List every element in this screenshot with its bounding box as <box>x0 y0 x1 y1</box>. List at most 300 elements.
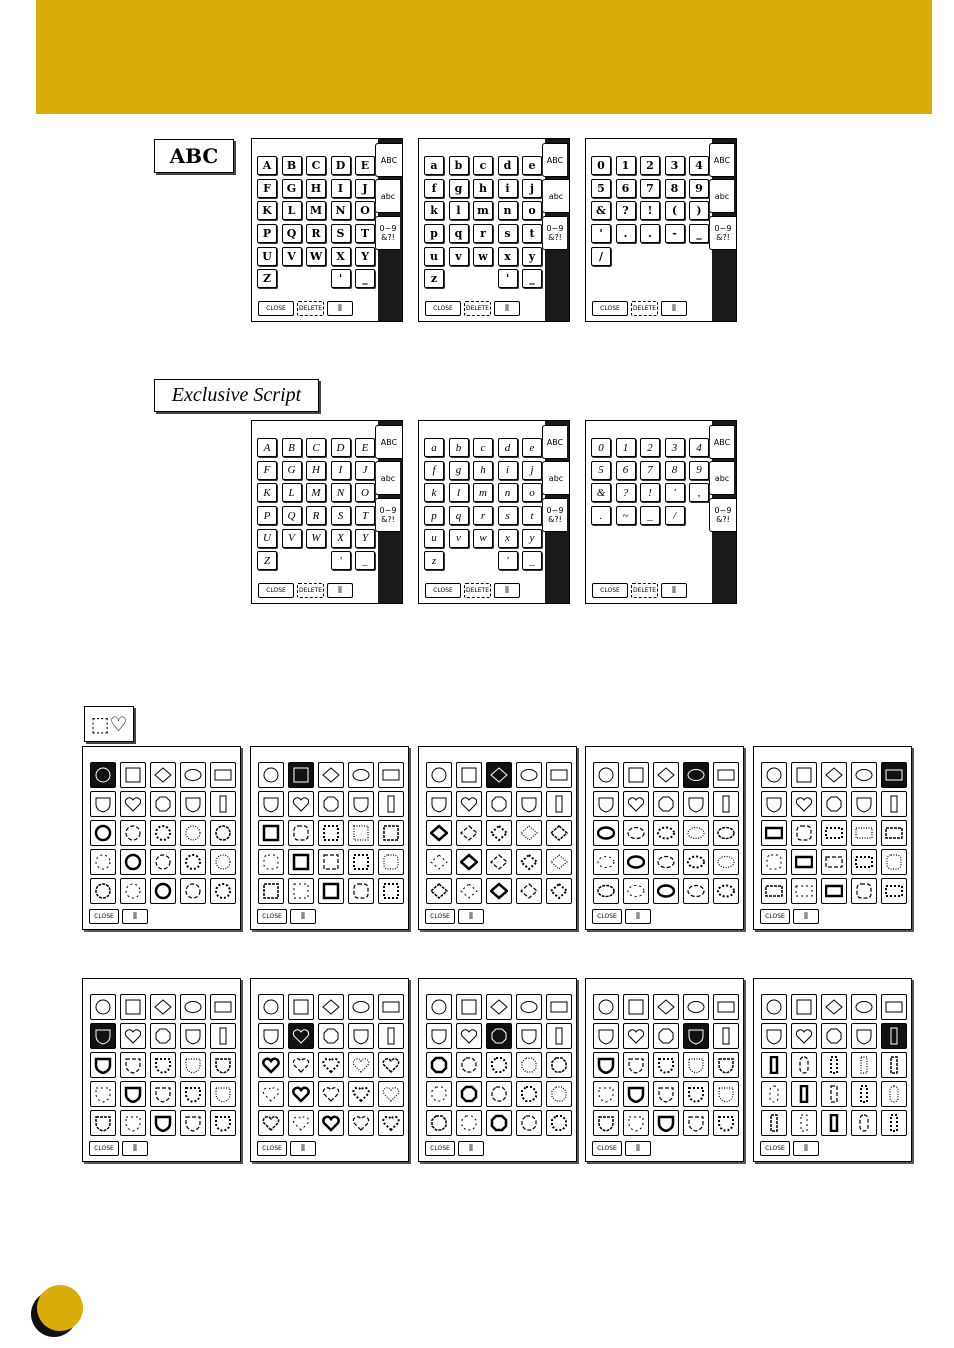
character-key[interactable]: _ <box>640 506 660 525</box>
character-key[interactable]: c <box>473 438 493 457</box>
character-key[interactable]: S <box>331 506 351 525</box>
character-key[interactable]: ~ <box>616 506 636 525</box>
octagon-frame-icon[interactable] <box>150 1023 176 1049</box>
character-key[interactable]: o <box>522 483 542 502</box>
circle-frame-icon[interactable] <box>593 762 619 788</box>
character-key[interactable]: & <box>591 201 611 220</box>
diamond-frame-icon[interactable] <box>318 994 344 1020</box>
character-key[interactable]: b <box>449 438 469 457</box>
square-frame-icon[interactable] <box>258 878 284 904</box>
character-key[interactable]: K <box>257 201 277 220</box>
oval-frame-icon[interactable] <box>653 820 679 846</box>
shield-frame-icon[interactable] <box>593 1052 619 1078</box>
octagon-frame-icon[interactable] <box>486 1110 512 1136</box>
tall-frame-icon[interactable] <box>546 791 572 817</box>
character-key[interactable]: 2 <box>640 156 660 175</box>
embroidery-icon[interactable]: ⦀ <box>494 583 520 598</box>
character-key[interactable]: & <box>591 483 611 502</box>
shield-frame-icon[interactable] <box>593 1110 619 1136</box>
octagon-frame-icon[interactable] <box>486 1081 512 1107</box>
shield-frame-icon[interactable] <box>180 1110 206 1136</box>
shield-frame-icon[interactable] <box>180 1023 206 1049</box>
octagon-frame-icon[interactable] <box>546 1081 572 1107</box>
character-key[interactable]: m <box>473 201 493 220</box>
rect-frame-icon[interactable] <box>791 849 817 875</box>
circle-frame-icon[interactable] <box>210 878 236 904</box>
close-button[interactable]: CLOSE <box>257 1141 287 1156</box>
circle-frame-icon[interactable] <box>180 820 206 846</box>
pill-frame-icon[interactable] <box>791 1052 817 1078</box>
character-key[interactable]: T <box>355 224 375 243</box>
character-key[interactable]: U <box>257 247 277 266</box>
square-frame-icon[interactable] <box>348 820 374 846</box>
character-key[interactable]: P <box>257 224 277 243</box>
pill-frame-icon[interactable] <box>881 1081 907 1107</box>
tab-numbers-symbols[interactable]: 0~9 &?! <box>375 216 400 250</box>
character-key[interactable]: / <box>591 247 611 266</box>
octagon-frame-icon[interactable] <box>318 1023 344 1049</box>
character-key[interactable]: P <box>257 506 277 525</box>
character-key[interactable]: 1 <box>616 438 636 457</box>
tall-frame-icon[interactable] <box>821 1052 847 1078</box>
character-key[interactable]: ' <box>665 483 685 502</box>
character-key[interactable]: ' <box>331 269 351 288</box>
character-key[interactable]: Y <box>355 529 375 548</box>
character-key[interactable]: 6 <box>616 461 636 480</box>
shield-frame-icon[interactable] <box>210 1110 236 1136</box>
character-key[interactable]: 5 <box>591 461 611 480</box>
shield-frame-icon[interactable] <box>90 1052 116 1078</box>
tall-frame-icon[interactable] <box>791 1081 817 1107</box>
character-key[interactable]: 8 <box>665 179 685 198</box>
character-key[interactable]: _ <box>355 551 375 570</box>
character-key[interactable]: f <box>424 179 444 198</box>
embroidery-icon[interactable]: ⦀ <box>290 1141 316 1156</box>
shield-frame-icon[interactable] <box>90 1023 116 1049</box>
diamond-frame-icon[interactable] <box>653 762 679 788</box>
character-key[interactable]: / <box>665 506 685 525</box>
character-key[interactable]: F <box>257 461 277 480</box>
rect-frame-icon[interactable] <box>761 878 787 904</box>
shield-frame-icon[interactable] <box>120 1110 146 1136</box>
character-key[interactable]: V <box>282 247 302 266</box>
close-button[interactable]: CLOSE <box>425 909 455 924</box>
delete-button[interactable]: DELETE <box>631 301 658 316</box>
shield-frame-icon[interactable] <box>180 1081 206 1107</box>
close-button[interactable]: CLOSE <box>425 583 461 598</box>
character-key[interactable]: O <box>355 201 375 220</box>
circle-frame-icon[interactable] <box>150 820 176 846</box>
shield-frame-icon[interactable] <box>210 1081 236 1107</box>
tall-frame-icon[interactable] <box>851 1081 877 1107</box>
tab-lowercase[interactable]: abc <box>542 461 569 495</box>
heart-frame-icon[interactable] <box>456 1023 482 1049</box>
character-key[interactable]: L <box>282 201 302 220</box>
tab-lowercase[interactable]: abc <box>542 179 569 213</box>
oval-frame-icon[interactable] <box>851 762 877 788</box>
circle-frame-icon[interactable] <box>210 849 236 875</box>
character-key[interactable]: d <box>498 438 518 457</box>
delete-button[interactable]: DELETE <box>631 583 658 598</box>
heart-frame-icon[interactable] <box>288 1081 314 1107</box>
character-key[interactable]: p <box>424 224 444 243</box>
octagon-frame-icon[interactable] <box>318 791 344 817</box>
character-key[interactable]: w <box>473 529 493 548</box>
shield-frame-icon[interactable] <box>516 1023 542 1049</box>
diamond-frame-icon[interactable] <box>486 878 512 904</box>
heart-frame-icon[interactable] <box>378 1110 404 1136</box>
character-key[interactable]: ' <box>591 224 611 243</box>
character-key[interactable]: 9 <box>689 179 709 198</box>
oval-frame-icon[interactable] <box>653 878 679 904</box>
heart-frame-icon[interactable] <box>288 1052 314 1078</box>
shield-frame-icon[interactable] <box>683 1023 709 1049</box>
shield-frame-icon[interactable] <box>516 791 542 817</box>
circle-frame-icon[interactable] <box>426 762 452 788</box>
circle-frame-icon[interactable] <box>180 878 206 904</box>
character-key[interactable]: . <box>616 224 636 243</box>
delete-button[interactable]: DELETE <box>464 301 491 316</box>
character-key[interactable]: Q <box>282 224 302 243</box>
circle-frame-icon[interactable] <box>210 820 236 846</box>
rsquare-frame-icon[interactable] <box>881 849 907 875</box>
octagon-frame-icon[interactable] <box>516 1052 542 1078</box>
character-key[interactable]: N <box>331 483 351 502</box>
character-key[interactable]: T <box>355 506 375 525</box>
character-key[interactable]: I <box>331 461 351 480</box>
circle-frame-icon[interactable] <box>426 994 452 1020</box>
octagon-frame-icon[interactable] <box>546 1052 572 1078</box>
square-frame-icon[interactable] <box>456 994 482 1020</box>
diamond-frame-icon[interactable] <box>318 762 344 788</box>
circle-frame-icon[interactable] <box>120 820 146 846</box>
embroidery-icon[interactable]: ⦀ <box>661 301 687 316</box>
square-frame-icon[interactable] <box>120 762 146 788</box>
square-frame-icon[interactable] <box>288 994 314 1020</box>
oval-frame-icon[interactable] <box>713 820 739 846</box>
character-key[interactable]: z <box>424 551 444 570</box>
shield-frame-icon[interactable] <box>348 791 374 817</box>
tall-frame-icon[interactable] <box>210 1023 236 1049</box>
oval-frame-icon[interactable] <box>593 849 619 875</box>
character-key[interactable]: H <box>306 179 326 198</box>
character-key[interactable]: g <box>449 179 469 198</box>
character-key[interactable]: ' <box>498 551 518 570</box>
character-key[interactable]: ) <box>689 201 709 220</box>
square-frame-icon[interactable] <box>318 849 344 875</box>
oval-frame-icon[interactable] <box>713 849 739 875</box>
shield-frame-icon[interactable] <box>150 1110 176 1136</box>
character-key[interactable]: 3 <box>665 156 685 175</box>
oval-frame-icon[interactable] <box>516 994 542 1020</box>
embroidery-icon[interactable]: ⦀ <box>122 909 148 924</box>
character-key[interactable]: O <box>355 483 375 502</box>
rect-frame-icon[interactable] <box>546 994 572 1020</box>
heart-frame-icon[interactable] <box>318 1052 344 1078</box>
diamond-frame-icon[interactable] <box>486 820 512 846</box>
character-key[interactable]: o <box>522 201 542 220</box>
heart-frame-icon[interactable] <box>120 1023 146 1049</box>
tab-numbers-symbols[interactable]: 0~9 &?! <box>375 498 400 532</box>
close-button[interactable]: CLOSE <box>760 909 790 924</box>
shield-frame-icon[interactable] <box>713 1081 739 1107</box>
oval-frame-icon[interactable] <box>851 994 877 1020</box>
shield-frame-icon[interactable] <box>426 791 452 817</box>
shield-frame-icon[interactable] <box>653 1052 679 1078</box>
circle-frame-icon[interactable] <box>150 849 176 875</box>
character-key[interactable]: t <box>522 506 542 525</box>
rect-frame-icon[interactable] <box>210 994 236 1020</box>
oval-frame-icon[interactable] <box>516 762 542 788</box>
rsquare-frame-icon[interactable] <box>791 820 817 846</box>
heart-frame-icon[interactable] <box>623 1023 649 1049</box>
diamond-frame-icon[interactable] <box>516 849 542 875</box>
embroidery-icon[interactable]: ⦀ <box>625 1141 651 1156</box>
shield-frame-icon[interactable] <box>120 1081 146 1107</box>
circle-frame-icon[interactable] <box>761 762 787 788</box>
heart-frame-icon[interactable] <box>288 1023 314 1049</box>
tall-frame-icon[interactable] <box>378 1023 404 1049</box>
character-key[interactable]: J <box>355 179 375 198</box>
square-frame-icon[interactable] <box>378 878 404 904</box>
rect-frame-icon[interactable] <box>881 762 907 788</box>
embroidery-icon[interactable]: ⦀ <box>458 909 484 924</box>
close-button[interactable]: CLOSE <box>760 1141 790 1156</box>
character-key[interactable]: s <box>498 506 518 525</box>
octagon-frame-icon[interactable] <box>426 1110 452 1136</box>
character-key[interactable]: M <box>306 483 326 502</box>
character-key[interactable]: 7 <box>640 461 660 480</box>
character-key[interactable]: h <box>473 461 493 480</box>
tall-frame-icon[interactable] <box>713 1023 739 1049</box>
character-key[interactable]: X <box>331 247 351 266</box>
shield-frame-icon[interactable] <box>90 791 116 817</box>
heart-frame-icon[interactable] <box>348 1081 374 1107</box>
square-frame-icon[interactable] <box>120 994 146 1020</box>
rect-frame-icon[interactable] <box>713 762 739 788</box>
pill-frame-icon[interactable] <box>851 1110 877 1136</box>
square-frame-icon[interactable] <box>623 994 649 1020</box>
embroidery-icon[interactable]: ⦀ <box>290 909 316 924</box>
character-key[interactable]: E <box>355 438 375 457</box>
oval-frame-icon[interactable] <box>683 762 709 788</box>
character-key[interactable]: 6 <box>616 179 636 198</box>
character-key[interactable]: 4 <box>689 156 709 175</box>
character-key[interactable]: w <box>473 247 493 266</box>
embroidery-icon[interactable]: ⦀ <box>661 583 687 598</box>
character-key[interactable]: M <box>306 201 326 220</box>
character-key[interactable]: H <box>306 461 326 480</box>
character-key[interactable]: G <box>282 179 302 198</box>
tab-uppercase[interactable]: ABC <box>542 425 567 459</box>
octagon-frame-icon[interactable] <box>486 1023 512 1049</box>
close-button[interactable]: CLOSE <box>425 301 461 316</box>
tab-numbers-symbols[interactable]: 0~9 &?! <box>709 498 736 532</box>
heart-frame-icon[interactable] <box>378 1052 404 1078</box>
character-key[interactable]: ! <box>640 483 660 502</box>
rect-frame-icon[interactable] <box>881 820 907 846</box>
octagon-frame-icon[interactable] <box>546 1110 572 1136</box>
circle-frame-icon[interactable] <box>120 849 146 875</box>
octagon-frame-icon[interactable] <box>653 791 679 817</box>
character-key[interactable]: ' <box>331 551 351 570</box>
square-frame-icon[interactable] <box>791 994 817 1020</box>
close-button[interactable]: CLOSE <box>592 1141 622 1156</box>
character-key[interactable]: 5 <box>591 179 611 198</box>
oval-frame-icon[interactable] <box>623 820 649 846</box>
character-key[interactable]: d <box>498 156 518 175</box>
delete-button[interactable]: DELETE <box>297 583 324 598</box>
character-key[interactable]: _ <box>689 224 709 243</box>
embroidery-icon[interactable]: ⦀ <box>494 301 520 316</box>
character-key[interactable]: r <box>473 506 493 525</box>
octagon-frame-icon[interactable] <box>456 1052 482 1078</box>
character-key[interactable]: q <box>449 224 469 243</box>
character-key[interactable]: Z <box>257 551 277 570</box>
octagon-frame-icon[interactable] <box>516 1081 542 1107</box>
octagon-frame-icon[interactable] <box>426 1081 452 1107</box>
character-key[interactable]: V <box>282 529 302 548</box>
character-key[interactable]: h <box>473 179 493 198</box>
close-button[interactable]: CLOSE <box>257 909 287 924</box>
rect-frame-icon[interactable] <box>821 849 847 875</box>
circle-frame-icon[interactable] <box>258 762 284 788</box>
diamond-frame-icon[interactable] <box>426 849 452 875</box>
circle-frame-icon[interactable] <box>258 994 284 1020</box>
character-key[interactable]: e <box>522 156 542 175</box>
diamond-frame-icon[interactable] <box>426 878 452 904</box>
character-key[interactable]: m <box>473 483 493 502</box>
rect-frame-icon[interactable] <box>881 994 907 1020</box>
character-key[interactable]: a <box>424 438 444 457</box>
close-button[interactable]: CLOSE <box>258 583 294 598</box>
delete-button[interactable]: DELETE <box>297 301 324 316</box>
octagon-frame-icon[interactable] <box>486 1052 512 1078</box>
rect-frame-icon[interactable] <box>761 820 787 846</box>
character-key[interactable]: B <box>282 438 302 457</box>
character-key[interactable]: j <box>522 179 542 198</box>
square-frame-icon[interactable] <box>288 849 314 875</box>
character-key[interactable]: A <box>257 156 277 175</box>
heart-frame-icon[interactable] <box>318 1081 344 1107</box>
square-frame-icon[interactable] <box>623 762 649 788</box>
tab-uppercase[interactable]: ABC <box>542 143 567 177</box>
character-key[interactable]: G <box>282 461 302 480</box>
square-frame-icon[interactable] <box>318 878 344 904</box>
oval-frame-icon[interactable] <box>683 849 709 875</box>
diamond-frame-icon[interactable] <box>546 878 572 904</box>
tall-frame-icon[interactable] <box>210 791 236 817</box>
tab-uppercase[interactable]: ABC <box>375 425 402 459</box>
embroidery-icon[interactable]: ⦀ <box>458 1141 484 1156</box>
circle-frame-icon[interactable] <box>120 878 146 904</box>
character-key[interactable]: a <box>424 156 444 175</box>
tab-numbers-symbols[interactable]: 0~9 &?! <box>709 216 736 250</box>
embroidery-icon[interactable]: ⦀ <box>327 301 353 316</box>
shield-frame-icon[interactable] <box>761 791 787 817</box>
diamond-frame-icon[interactable] <box>486 762 512 788</box>
character-key[interactable]: 7 <box>640 179 660 198</box>
rsquare-frame-icon[interactable] <box>258 849 284 875</box>
rect-frame-icon[interactable] <box>851 820 877 846</box>
heart-frame-icon[interactable] <box>258 1081 284 1107</box>
square-frame-icon[interactable] <box>288 762 314 788</box>
shield-frame-icon[interactable] <box>713 1052 739 1078</box>
heart-frame-icon[interactable] <box>258 1052 284 1078</box>
embroidery-icon[interactable]: ⦀ <box>327 583 353 598</box>
character-key[interactable]: 2 <box>640 438 660 457</box>
close-button[interactable]: CLOSE <box>258 301 294 316</box>
shield-frame-icon[interactable] <box>653 1110 679 1136</box>
tall-frame-icon[interactable] <box>546 1023 572 1049</box>
shield-frame-icon[interactable] <box>593 1081 619 1107</box>
square-frame-icon[interactable] <box>348 849 374 875</box>
character-key[interactable]: 8 <box>665 461 685 480</box>
diamond-frame-icon[interactable] <box>546 820 572 846</box>
tall-frame-icon[interactable] <box>761 1110 787 1136</box>
character-key[interactable]: y <box>522 529 542 548</box>
shield-frame-icon[interactable] <box>683 1110 709 1136</box>
circle-frame-icon[interactable] <box>90 820 116 846</box>
heart-frame-icon[interactable] <box>456 791 482 817</box>
character-key[interactable]: y <box>522 247 542 266</box>
tall-frame-icon[interactable] <box>378 791 404 817</box>
character-key[interactable]: z <box>424 269 444 288</box>
square-frame-icon[interactable] <box>791 762 817 788</box>
character-key[interactable]: U <box>257 529 277 548</box>
character-key[interactable]: N <box>331 201 351 220</box>
character-key[interactable]: K <box>257 483 277 502</box>
character-key[interactable]: 0 <box>591 438 611 457</box>
character-key[interactable]: k <box>424 483 444 502</box>
character-key[interactable]: ? <box>616 483 636 502</box>
tab-lowercase[interactable]: abc <box>375 179 400 213</box>
embroidery-icon[interactable]: ⦀ <box>793 1141 819 1156</box>
character-key[interactable]: . <box>640 224 660 243</box>
character-key[interactable]: , <box>689 483 709 502</box>
diamond-frame-icon[interactable] <box>821 762 847 788</box>
character-key[interactable]: L <box>282 483 302 502</box>
character-key[interactable]: - <box>665 224 685 243</box>
circle-frame-icon[interactable] <box>90 762 116 788</box>
octagon-frame-icon[interactable] <box>821 1023 847 1049</box>
character-key[interactable]: C <box>306 156 326 175</box>
shield-frame-icon[interactable] <box>593 791 619 817</box>
character-key[interactable]: f <box>424 461 444 480</box>
rect-frame-icon[interactable] <box>791 878 817 904</box>
oval-frame-icon[interactable] <box>713 878 739 904</box>
square-frame-icon[interactable] <box>456 762 482 788</box>
character-key[interactable]: 1 <box>616 156 636 175</box>
oval-frame-icon[interactable] <box>593 820 619 846</box>
heart-frame-icon[interactable] <box>318 1110 344 1136</box>
oval-frame-icon[interactable] <box>593 878 619 904</box>
shield-frame-icon[interactable] <box>426 1023 452 1049</box>
character-key[interactable]: _ <box>522 551 542 570</box>
close-button[interactable]: CLOSE <box>592 909 622 924</box>
character-key[interactable]: g <box>449 461 469 480</box>
shield-frame-icon[interactable] <box>713 1110 739 1136</box>
tall-frame-icon[interactable] <box>713 791 739 817</box>
circle-frame-icon[interactable] <box>180 849 206 875</box>
rsquare-frame-icon[interactable] <box>288 820 314 846</box>
rect-frame-icon[interactable] <box>881 878 907 904</box>
octagon-frame-icon[interactable] <box>516 1110 542 1136</box>
character-key[interactable]: v <box>449 529 469 548</box>
tall-frame-icon[interactable] <box>761 1052 787 1078</box>
character-key[interactable]: u <box>424 247 444 266</box>
square-frame-icon[interactable] <box>288 878 314 904</box>
